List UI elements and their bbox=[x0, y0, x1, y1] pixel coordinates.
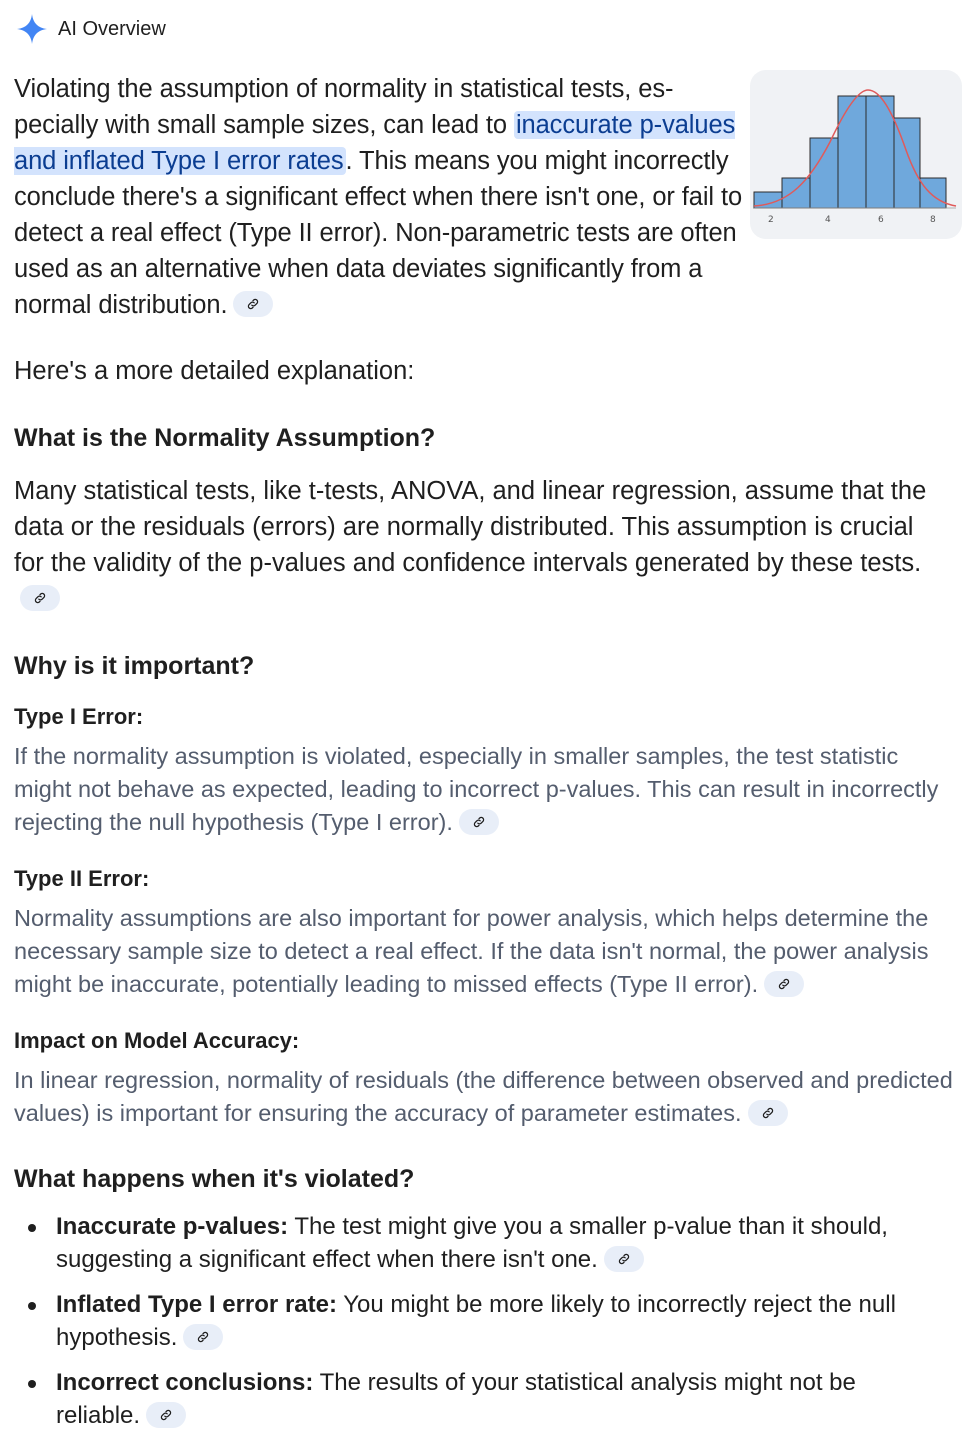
list-item-text: The results of your statistical analysis might not be reliable. bbox=[56, 1369, 856, 1429]
link-icon bbox=[472, 815, 486, 829]
source-link-button[interactable] bbox=[748, 1100, 788, 1126]
gemini-sparkle-icon bbox=[16, 13, 48, 45]
source-link-button[interactable] bbox=[146, 1402, 186, 1428]
list-item-title: Incorrect conclusions: bbox=[56, 1369, 314, 1396]
subsection-body-text: Normality assumptions are also important for power analysis, which helps determine the necessary sample size to detect a real effect. If the data isn't normal, the power analysis might be inaccurate, potentially leading to missed effects (Type II error). bbox=[14, 905, 929, 997]
list-item-title: Inaccurate p-values: bbox=[56, 1213, 289, 1240]
subsection-body-text: In linear regression, normality of residuals (the difference between observed and predicted values) is important for ensuring the accuracy of parameter estimates. bbox=[14, 1067, 953, 1126]
x-tick-label: 2 bbox=[768, 215, 774, 225]
section-heading-violation: What happens when it's violated? bbox=[14, 1165, 415, 1193]
list-item-title: Inflated Type I error rate: bbox=[56, 1291, 337, 1318]
source-link-button[interactable] bbox=[764, 971, 804, 997]
list-item-text: The test might give you a smaller p-value than it should, suggesting a significant effect when there isn't one. bbox=[56, 1213, 888, 1273]
source-link-button[interactable] bbox=[604, 1246, 644, 1272]
link-icon bbox=[246, 297, 260, 311]
link-icon bbox=[617, 1252, 631, 1266]
type-1-error-text bbox=[14, 740, 959, 839]
ai-overview-header bbox=[16, 12, 166, 46]
subheading-type-2-error: Type II Error: bbox=[14, 866, 150, 891]
link-icon bbox=[761, 1106, 775, 1120]
list-item bbox=[0, 1366, 936, 1432]
section-body-normality bbox=[14, 473, 949, 617]
intro-text-2: . This means you might incorrectly conclude there's a significant effect when there isn't one, or fail to detect a real effect (Type II error). Non-parametric tests are often used as an alternative when data deviates significantly from a normal distribution. bbox=[14, 147, 743, 319]
intro-paragraph bbox=[14, 71, 744, 323]
lead-in-text: Here's a more detailed explanation: bbox=[14, 357, 415, 385]
model-accuracy-text bbox=[14, 1064, 959, 1130]
x-tick-label: 8 bbox=[930, 215, 936, 225]
source-link-button[interactable] bbox=[20, 585, 60, 611]
intro-highlight[interactable]: inaccurate p-values and inflated Type I error rates bbox=[14, 111, 736, 175]
link-icon bbox=[159, 1408, 173, 1422]
source-link-button[interactable] bbox=[459, 809, 499, 835]
histogram-image bbox=[750, 70, 962, 239]
violation-consequences-list bbox=[0, 1210, 963, 1444]
link-icon bbox=[777, 977, 791, 991]
link-icon bbox=[33, 591, 47, 605]
source-link-button[interactable] bbox=[183, 1324, 223, 1350]
histogram-thumbnail[interactable] bbox=[750, 70, 962, 239]
list-item-text: You might be more likely to incorrectly reject the null hypothesis. bbox=[56, 1291, 896, 1351]
intro-text-1: Violating the assumption of normality in statistical tests, es-pecially with small sample sizes, can lead to bbox=[14, 75, 674, 139]
list-item bbox=[0, 1210, 936, 1276]
subsection-body-text: If the normality assumption is violated, especially in smaller samples, the test statistic might not behave as expected, leading to incorrect p-values. This can result in incorrectly rejecting the null hypothesis (Type I error). bbox=[14, 743, 939, 835]
section-heading-normality: What is the Normality Assumption? bbox=[14, 424, 436, 452]
type-2-error-text bbox=[14, 902, 959, 1001]
subheading-type-1-error: Type I Error: bbox=[14, 704, 144, 729]
ai-overview-title: AI Overview bbox=[58, 17, 166, 40]
section-heading-importance: Why is it important? bbox=[14, 652, 255, 680]
section-body-text: Many statistical tests, like t-tests, ANOVA, and linear regression, assume that the data or the residuals (errors) are normally distributed. This assumption is crucial for the validity of the p-values and confidence intervals generated by these tests. bbox=[14, 477, 927, 577]
x-tick-label: 6 bbox=[878, 215, 884, 225]
x-tick-label: 4 bbox=[825, 215, 831, 225]
list-item bbox=[0, 1288, 936, 1354]
source-link-button[interactable] bbox=[233, 291, 273, 317]
link-icon bbox=[196, 1330, 210, 1344]
subheading-model-accuracy: Impact on Model Accuracy: bbox=[14, 1028, 300, 1053]
